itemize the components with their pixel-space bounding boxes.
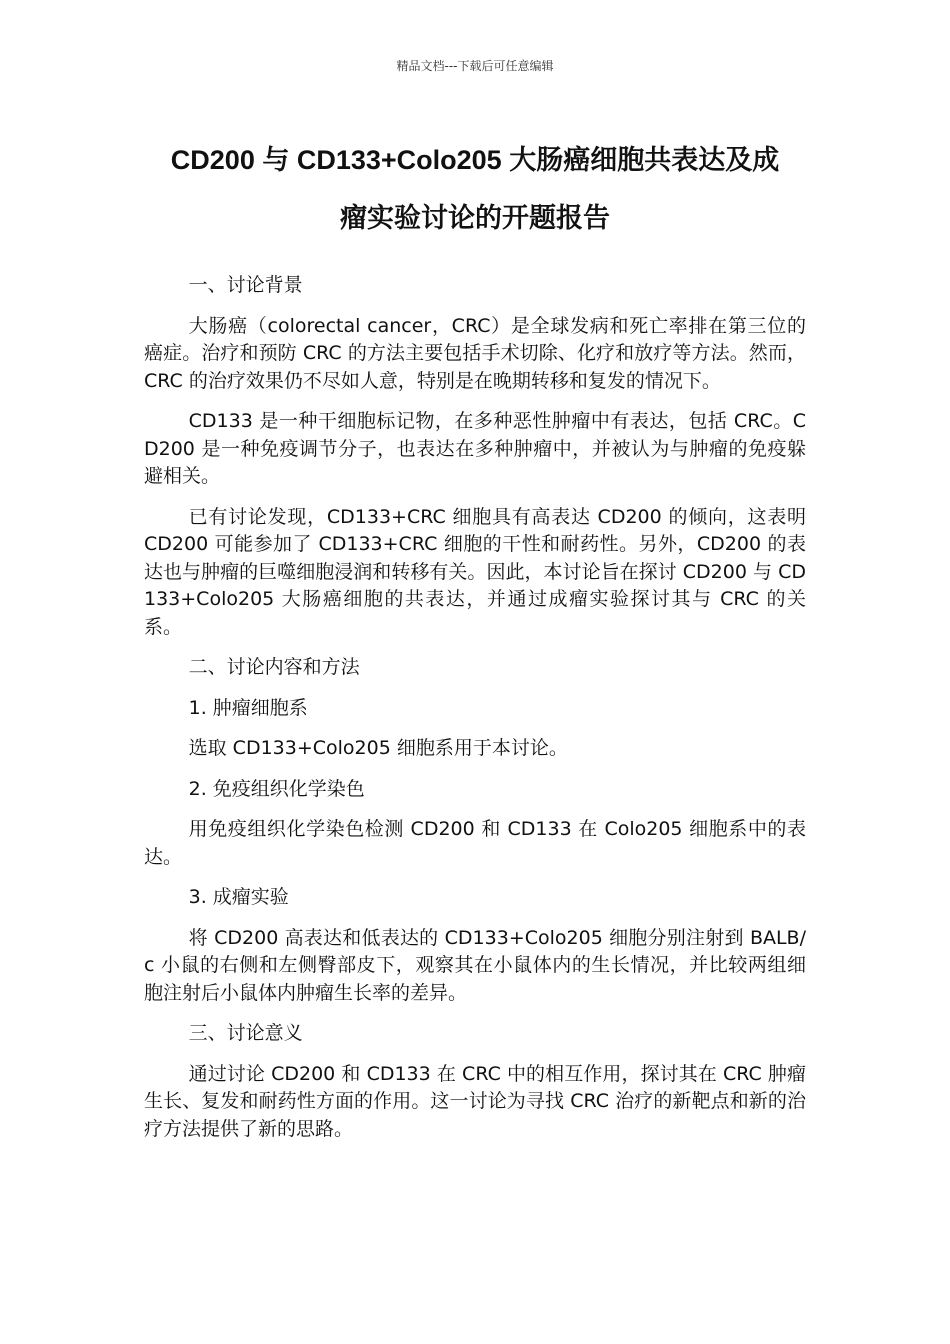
document-body bbox=[144, 272, 806, 1156]
background-paragraph-3: 已有讨论发现，CD133+CRC 细胞具有高表达 CD200 的倾向，这表明 CD200 可能参加了 CD133+CRC 细胞的干性和耐药性。另外，CD200 的表达也与肿瘤的巨噬细胞浸润和转移有关。因此，本讨论旨在探讨 CD200 与 CD133+Colo205 大肠癌细胞的共表达，并通过成瘤实验探讨其与 CRC 的关系。 bbox=[144, 505, 806, 638]
significance-paragraph: 通过讨论 CD200 和 CD133 在 CRC 中的相互作用，探讨其在 CRC 肿瘤生长、复发和耐药性方面的作用。这一讨论为寻找 CRC 治疗的新靶点和新的治疗方法提供了新的思路。 bbox=[144, 1062, 806, 1140]
section-heading-background: 一、讨论背景 bbox=[188, 274, 303, 296]
section-heading-methods: 二、讨论内容和方法 bbox=[188, 656, 360, 678]
section-heading-significance: 三、讨论意义 bbox=[188, 1022, 303, 1044]
methods-item-1-heading: 1. 肿瘤细胞系 bbox=[188, 696, 308, 719]
methods-item-2-text: 用免疫组织化学染色检测 CD200 和 CD133 在 Colo205 细胞系中的表达。 bbox=[144, 818, 806, 868]
header-note: 精品文档---下载后可任意编辑 bbox=[396, 59, 554, 73]
background-paragraph-1: 大肠癌（colorectal cancer，CRC）是全球发病和死亡率排在第三位的癌症。治疗和预防 CRC 的方法主要包括手术切除、化疗和放疗等方法。然而，CRC 的治疗效果仍不尽如人意，特别是在晚期转移和复发的情况下。 bbox=[144, 314, 806, 392]
methods-item-2-heading: 2. 免疫组织化学染色 bbox=[188, 777, 365, 800]
background-paragraph-2: CD133 是一种干细胞标记物，在多种恶性肿瘤中有表达，包括 CRC。CD200 是一种免疫调节分子，也表达在多种肿瘤中，并被认为与肿瘤的免疫躲避相关。 bbox=[144, 410, 806, 487]
document-title-line-1: CD200 与 CD133+Colo205 大肠癌细胞共表达及成 bbox=[170, 145, 780, 175]
methods-item-3-heading: 3. 成瘤实验 bbox=[188, 886, 289, 908]
document-title-line-2: 瘤实验讨论的开题报告 bbox=[340, 203, 610, 233]
methods-item-1-text: 选取 CD133+Colo205 细胞系用于本讨论。 bbox=[188, 737, 568, 759]
methods-item-3-text: 将 CD200 高表达和低表达的 CD133+Colo205 细胞分别注射到 BALB/c 小鼠的右侧和左侧臀部皮下，观察其在小鼠体内的生长情况，并比较两组细胞注射后小鼠体内肿瘤生长率的差异。 bbox=[144, 926, 806, 1004]
